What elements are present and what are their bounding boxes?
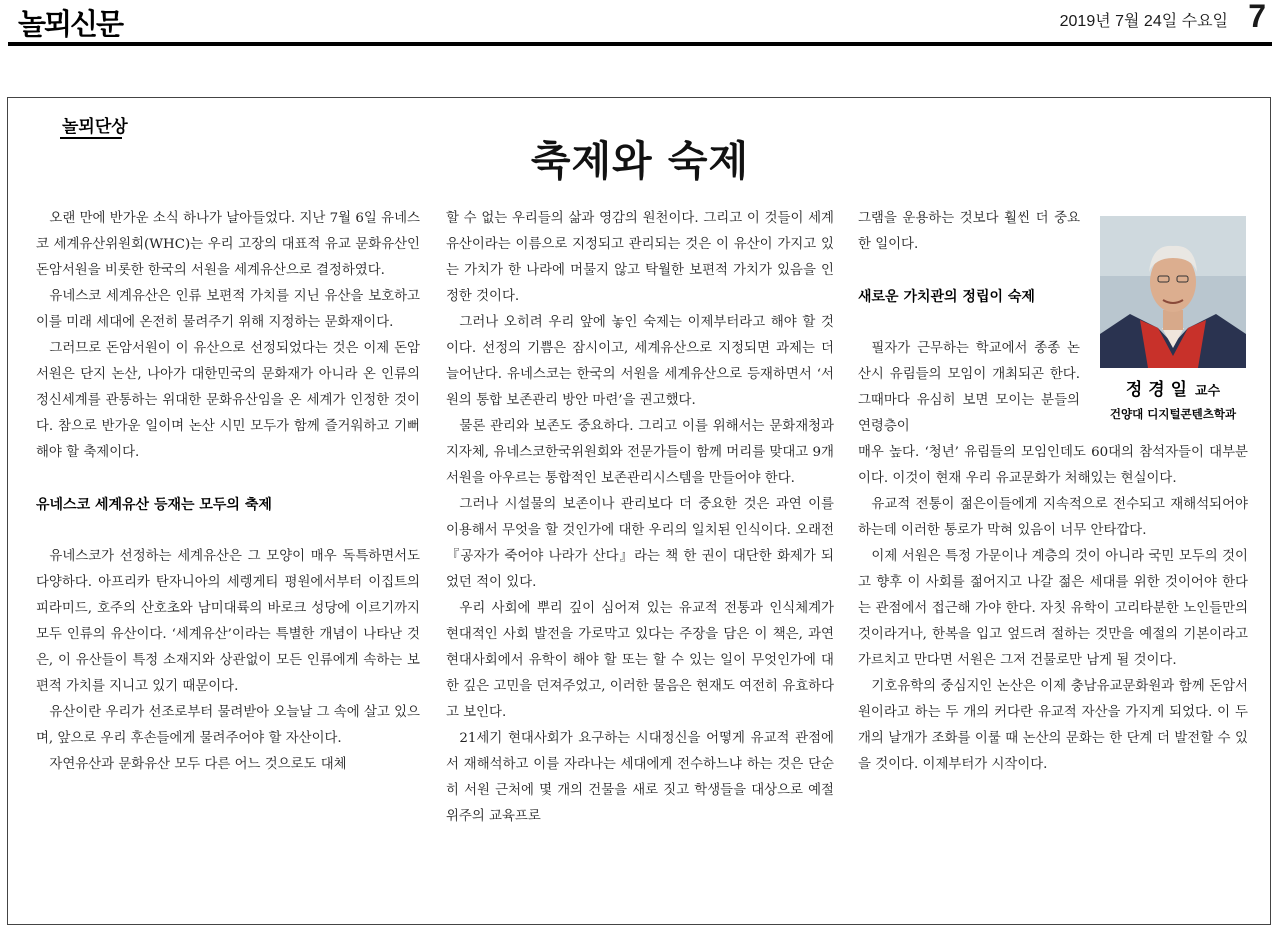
paragraph: 필자가 근무하는 학교에서 종종 논산시 유림들의 모임이 개최되곤 한다. 그때마다 유심히 보면 모이는 분들의 연령층이 <box>858 341 1080 434</box>
paragraph: 유산이란 우리가 선조로부터 물려받아 오늘날 그 속에 살고 있으며, 앞으로 우리 후손들에게 물려주어야 할 자산이다. <box>36 705 420 746</box>
paragraph: 자연유산과 문화유산 모두 다른 어느 것으로도 대체 <box>49 757 347 772</box>
paragraph: 오랜 만에 반가운 소식 하나가 날아들었다. 지난 7월 6일 유네스코 세계유산위원회(WHC)는 우리 고장의 대표적 유교 문화유산인 돈암서원을 비롯한 한국의 서원을 세계유산으로 결정하였다. <box>36 211 420 278</box>
page-number: 7 <box>1248 0 1266 34</box>
column-3-upper-text <box>858 206 1080 440</box>
masthead-rule <box>8 42 1272 46</box>
author-affiliation: 건양대 디지털콘텐츠학과 <box>1109 407 1237 421</box>
article-headline: 축제와 숙제 <box>530 137 750 185</box>
paragraph: 유네스코 세계유산은 인류 보편적 가치를 지닌 유산을 보호하고 이를 미래 세대에 온전히 물려주기 위해 지정하는 문화재이다. <box>36 289 420 330</box>
newspaper-logo: 놀뫼신문 <box>18 7 123 41</box>
subheading: 유네스코 세계유산 등재는 모두의 축제 <box>36 497 272 513</box>
paragraph: 물론 관리와 보존도 중요하다. 그리고 이를 위해서는 문화재청과 지자체, 유네스코한국위원회와 전문가들이 함께 머리를 맞대고 9개 서원을 아우르는 통합적인 보존관리시스템을 만들어야 한다. <box>446 419 834 486</box>
paragraph-gap <box>858 258 1080 284</box>
paragraph: 기호유학의 중심지인 논산은 이제 충남유교문화원과 함께 돈암서원이라고 하는 두 개의 커다란 유교적 자산을 가지게 되었다. 이 두 개의 날개가 조화를 이룰 때 논산의 문화는 한 단계 더 발전할 수 있을 것이다. 이제부터가 시작이다. <box>858 679 1248 772</box>
paragraph: 21세기 현대사회가 요구하는 시대정신을 어떻게 유교적 관점에서 재해석하고 이를 자라나는 세대에게 전수하느냐 하는 것은 단순히 서원 근처에 몇 개의 건물을 새로 짓고 학생들을 대상으로 예절위주의 교육프로 <box>446 731 834 824</box>
paragraph: 그램을 운용하는 것보다 훨씬 더 중요한 일이다. <box>858 211 1080 252</box>
paragraph: 이제 서원은 특정 가문이나 계층의 것이 아니라 국민 모두의 것이고 향후 이 사회를 젊어지고 나갈 젊은 세대를 위한 것이어야 한다는 관점에서 접근해 가야 한다. 자칫 유학이 고리타분한 노인들만의 것이라거나, 한복을 입고 엎드려 절하는 것만을 예절의 기본이라고 가르치고 만다면 서원은 그저 건물로만 남게 될 것이다. <box>858 549 1248 668</box>
author-title: 교수 <box>1194 384 1221 399</box>
paragraph: 그러나 오히려 우리 앞에 놓인 숙제는 이제부터라고 해야 할 것이다. 선정의 기쁨은 잠시이고, 세계유산으로 지정되면 과제는 더 늘어난다. 유네스코는 한국의 서원을 세계유산으로 등재하면서 ‘서원의 통합 보존관리 방안 마련’을 권고했다. <box>446 315 834 408</box>
article-column-1 <box>36 206 420 778</box>
paragraph: 할 수 없는 우리들의 삶과 영감의 원천이다. 그리고 이 것들이 세계유산이라는 이름으로 지정되고 관리되는 것은 이 유산이 가지고 있는 가치가 한 나라에 머물지 않고 탁월한 보편적 가치가 있음을 인정한 것이다. <box>446 211 834 304</box>
paragraph: 유네스코가 선정하는 세계유산은 그 모양이 매우 독특하면서도 다양하다. 아프리카 탄자니아의 세렝게티 평원에서부터 이집트의 피라미드, 호주의 산호초와 남미대륙의 바로크 성당에 이르기까지 모두 인류의 유산이다. ‘세계유산’이라는 특별한 개념이 나타난 것은, 이 유산들이 특정 소재지와 상관없이 모든 인류에게 속하는 보편적 가치를 지니고 있기 때문이다. <box>36 549 420 694</box>
paragraph: 유교적 전통이 젊은이들에게 지속적으로 전수되고 재해석되어야 하는데 이러한 통로가 막혀 있음이 너무 안타깝다. <box>858 497 1248 538</box>
author-photo <box>1100 216 1246 368</box>
article-column-2 <box>446 206 834 830</box>
issue-date: 2019년 7월 24일 수요일 <box>1059 13 1228 30</box>
masthead <box>0 0 1280 48</box>
paragraph-gap <box>36 518 420 544</box>
paragraph-gap <box>858 310 1080 336</box>
author-portrait-image <box>1100 216 1246 368</box>
paragraph: 우리 사회에 뿌리 깊이 심어져 있는 유교적 전통과 인식체계가 현대적인 사회 발전을 가로막고 있다는 주장을 담은 이 책은, 과연 현대사회에서 유학이 해야 할 또는 할 수 있는 일이 무엇인가에 대한 깊은 고민을 던져주었고, 이러한 물음은 현재도 여전히 유효하다고 보인다. <box>446 601 834 720</box>
author-name-text: 정 경 일 <box>1125 380 1188 400</box>
column-3-lower-text <box>858 440 1248 778</box>
paragraph: 매우 높다. ‘청년’ 유림들의 모임인데도 60대의 참석자들이 대부분이다. 이것이 현재 우리 유교문화가 처해있는 현실이다. <box>858 445 1248 486</box>
paragraph-gap <box>36 466 420 492</box>
author-name <box>1100 375 1246 400</box>
section-label: 놀뫼단상 <box>62 117 128 137</box>
subheading: 새로운 가치관의 정립이 숙제 <box>858 289 1035 305</box>
paragraph: 그러므로 돈암서원이 이 유산으로 선정되었다는 것은 이제 돈암서원은 단지 논산, 나아가 대한민국의 문화재가 아니라 온 인류의 정신세계를 관통하는 위대한 문화유산임을 온 세계가 인정한 것이다. 참으로 반가운 일이며 논산 시민 모두가 함께 즐거워하고 기뻐해야 할 축제이다. <box>36 341 420 460</box>
paragraph: 그러나 시설물의 보존이나 관리보다 더 중요한 것은 과연 이를 이용해서 무엇을 할 것인가에 대한 우리의 일치된 인식이다. 오래전『공자가 죽어야 나라가 산다』라는 책 한 권이 대단한 화제가 되었던 적이 있다. <box>446 497 834 590</box>
